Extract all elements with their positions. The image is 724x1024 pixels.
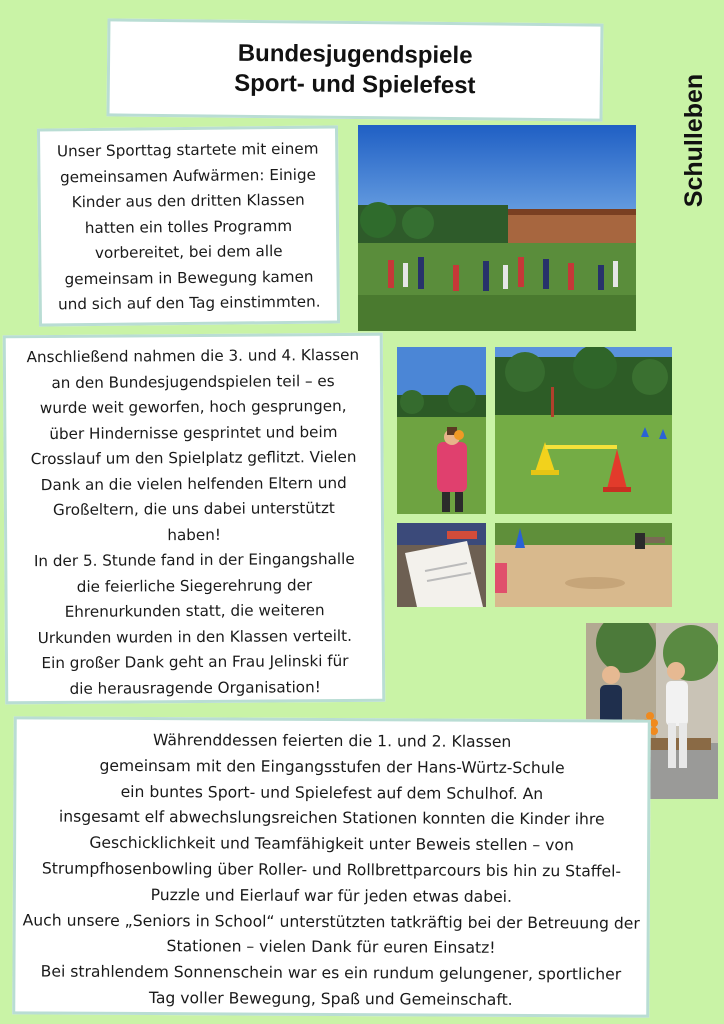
intro-paragraph	[42, 136, 335, 318]
text-line: Bei strahlendem Sonnenschein war es ein rundum gelungener, sportlicher	[40, 962, 622, 984]
section-label	[670, 50, 720, 230]
text-line: die feierliche Siegerehrung der	[76, 575, 313, 596]
throwing-photo	[397, 347, 486, 514]
spielefest-text-box	[12, 716, 651, 1017]
text-line: Tag voller Bewegung, Spaß und Gemeinschaft.	[148, 989, 513, 1009]
text-line: Anschließend nahmen die 3. und 4. Klassen	[26, 345, 360, 367]
text-line: Unser Sporttag startete mit einem	[56, 139, 319, 161]
text-line: gemeinsamen Aufwärmen: Einige	[59, 165, 317, 186]
spielefest-paragraph	[19, 727, 643, 1014]
long-jump-photo	[495, 523, 672, 607]
text-line: Währenddessen feierten die 1. und 2. Klassen	[152, 731, 512, 751]
text-line: Auch unsere „Seniors in School“ unterstützten tatkräftig bei der Betreuung der	[22, 910, 640, 933]
text-line: an den Bundesjugendspielen teil – es	[51, 371, 335, 392]
text-line: Ehrenurkunden statt, die weiteren	[64, 601, 325, 621]
text-line: Ein großer Dank geht an Frau Jelinski für	[41, 651, 349, 673]
section-label-text: Schulleben	[680, 73, 709, 207]
text-line: Dank an die vielen helfenden Eltern und	[40, 473, 347, 494]
text-line: insgesamt elf abwechslungsreichen Stationen konnten die Kinder ihre	[58, 807, 605, 829]
title-box	[107, 18, 604, 121]
text-line: über Hindernisse gesprintet und beim	[49, 422, 338, 443]
text-line: gemeinsam mit den Eingangsstufen der Hans-Würtz-Schule	[99, 756, 565, 778]
text-line: haben!	[167, 525, 221, 544]
text-line: wurde weit geworfen, hoch gesprungen,	[39, 396, 347, 418]
text-line: Geschicklichkeit und Teamfähigkeit unter Beweis stellen – von	[89, 833, 574, 855]
text-line: Crosslauf um den Spielplatz geflitzt. Vielen	[30, 447, 357, 469]
text-line: Puzzle und Eierlauf war für jeden etwas dabei.	[150, 885, 513, 906]
page-title-line-1: Bundesjugendspiele	[237, 39, 473, 70]
text-line: Großeltern, die uns dabei unterstützt	[52, 499, 335, 519]
text-line: gemeinsam in Bewegung kamen	[64, 267, 314, 288]
bundesjugendspiele-text-box	[3, 333, 386, 705]
bundesjugendspiele-paragraph	[8, 343, 380, 703]
page-title-line-2: Sport- und Spielefest	[234, 69, 476, 100]
text-line: Strumpfhosenbowling über Roller- und Rollbrettparcours bis hin zu Staffel-	[41, 859, 622, 881]
warmup-photo	[358, 125, 636, 331]
intro-text-box	[37, 125, 340, 326]
text-line: die herausragende Organisation!	[69, 677, 321, 698]
hurdles-photo	[495, 347, 672, 514]
text-line: vorbereitet, bei dem alle	[94, 242, 283, 262]
text-line: und sich auf den Tag einstimmten.	[58, 292, 321, 314]
text-line: Stationen – vielen Dank für euren Einsatz!	[166, 937, 496, 958]
certificate-photo	[397, 523, 486, 607]
text-line: ein buntes Sport- und Spielefest auf dem Schulhof. An	[120, 782, 544, 803]
text-line: In der 5. Stunde fand in der Eingangshalle	[33, 549, 355, 571]
text-line: Kinder aus den dritten Klassen	[71, 190, 305, 212]
text-line: hatten ein tolles Programm	[84, 216, 293, 237]
text-line: Urkunden wurden in den Klassen verteilt.	[37, 626, 352, 647]
